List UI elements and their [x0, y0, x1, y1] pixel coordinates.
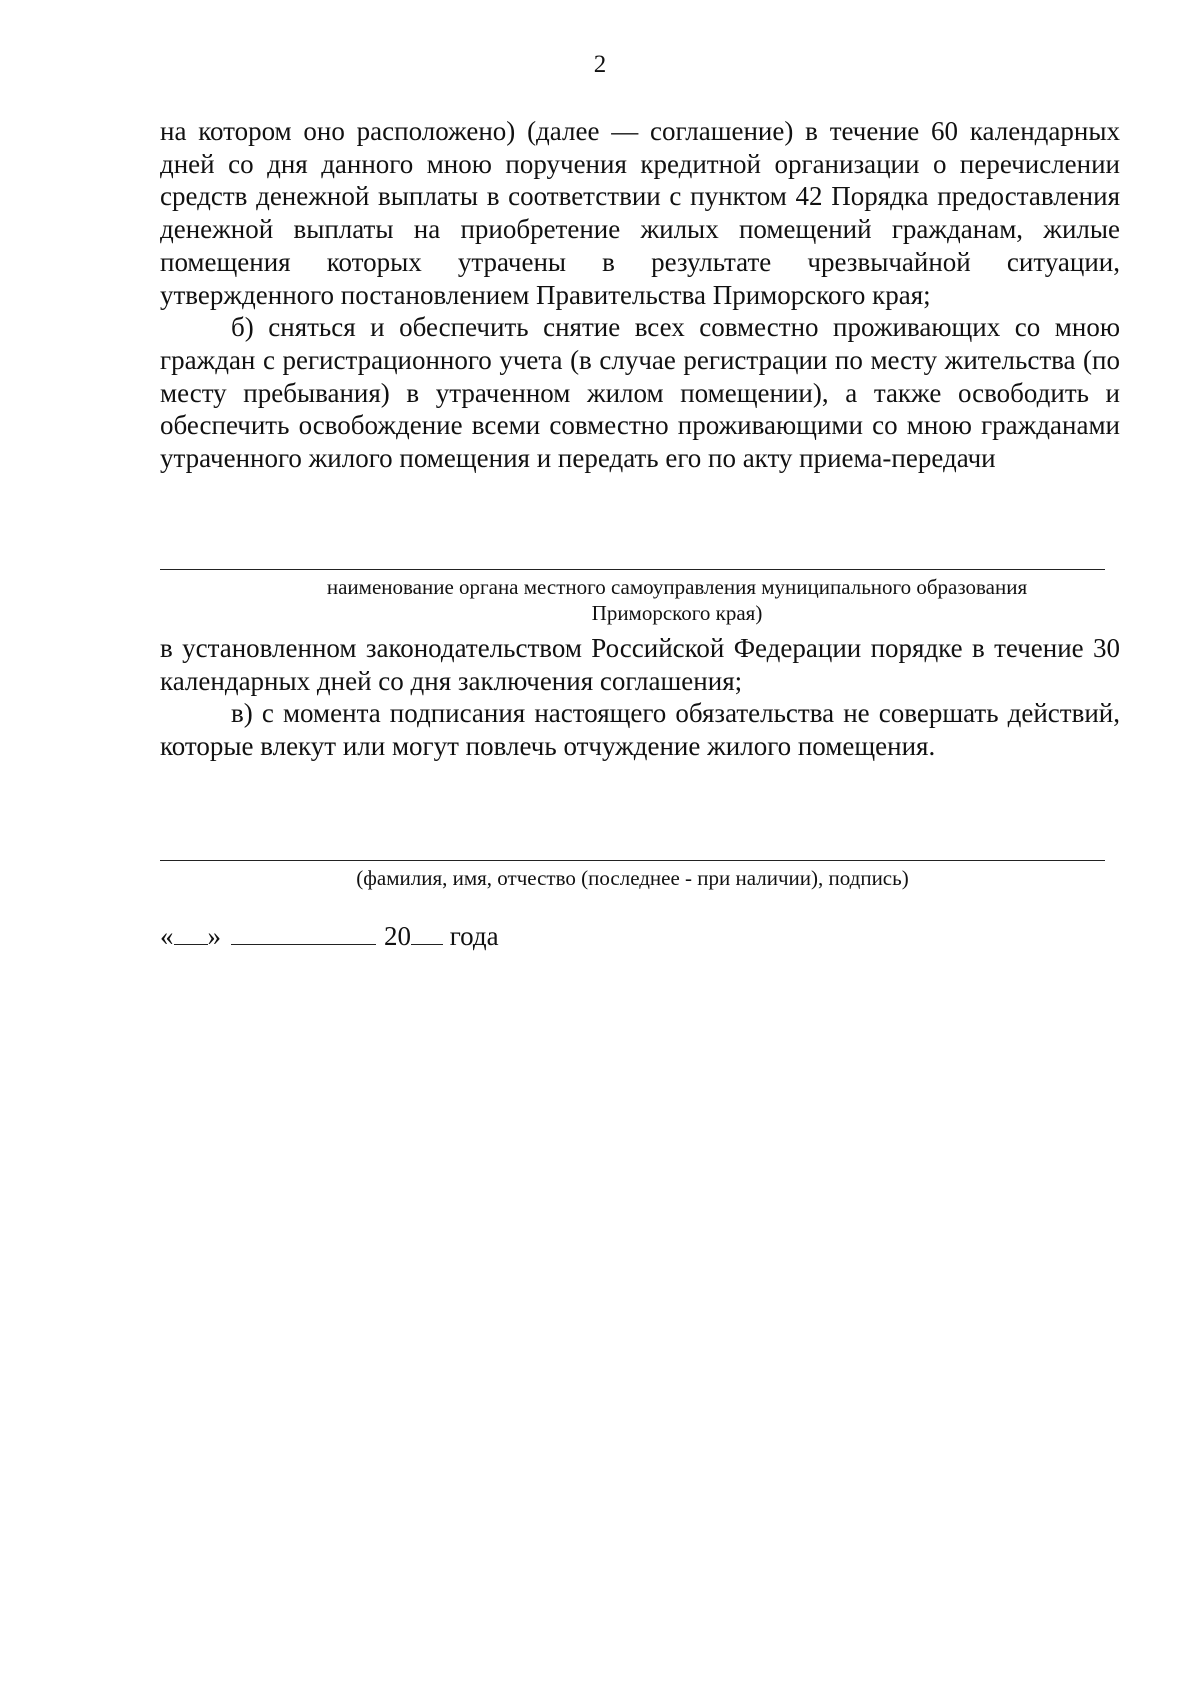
- authority-name-line: [160, 569, 1105, 570]
- signature-line: [160, 860, 1105, 861]
- main-text: [160, 115, 1120, 475]
- year-century: 20: [384, 921, 411, 951]
- date-close-quote: »: [207, 921, 221, 951]
- paragraph-c: в) с момента подписания настоящего обязательства не совершать действий, которые влекут или могут повлечь отчуждение жилого помещения.: [160, 698, 1120, 762]
- year-blank: [411, 922, 443, 945]
- month-blank: [231, 922, 376, 945]
- authority-name-caption: [262, 574, 1092, 626]
- paragraph-b: б) сняться и обеспечить снятие всех совместно проживающих со мною граждан с регистрационного учета (в случае регистрации по месту жительства (по месту пребывания) в утраченном жилом помещении), а также освободить и обеспечить освобождение всеми совместно проживающими со мною гражданами утраченного жилого помещения и передать его по акту приема-передачи: [160, 312, 1120, 474]
- year-word: года: [449, 921, 499, 951]
- date-line: [160, 920, 499, 952]
- authority-caption-line-1: наименование органа местного самоуправления муниципального образования: [326, 575, 1028, 599]
- page-number: 2: [593, 51, 607, 78]
- authority-caption-line-2: Приморского края): [591, 601, 763, 625]
- day-blank: [174, 922, 208, 945]
- paragraph-deadline: в установленном законодательством Российской Федерации порядке в течение 30 календарных дней со дня заключения соглашения;: [160, 633, 1120, 696]
- signature-caption: (фамилия, имя, отчество (последнее - при наличии), подпись): [356, 866, 909, 890]
- paragraph-continuation: на котором оно расположено) (далее — соглашение) в течение 60 календарных дней со дня данного мною поручения кредитной организации о перечислении средств денежной выплаты в соответствии с пунктом 42 Порядка предоставления денежной выплаты на приобретение жилых помещений гражданам, жилые помещения которых утрачены в результате чрезвычайной ситуации, утвержденного постановлением Правительства Приморского края;: [160, 116, 1120, 310]
- date-open-quote: «: [160, 921, 174, 951]
- main-text-continued: [160, 632, 1120, 763]
